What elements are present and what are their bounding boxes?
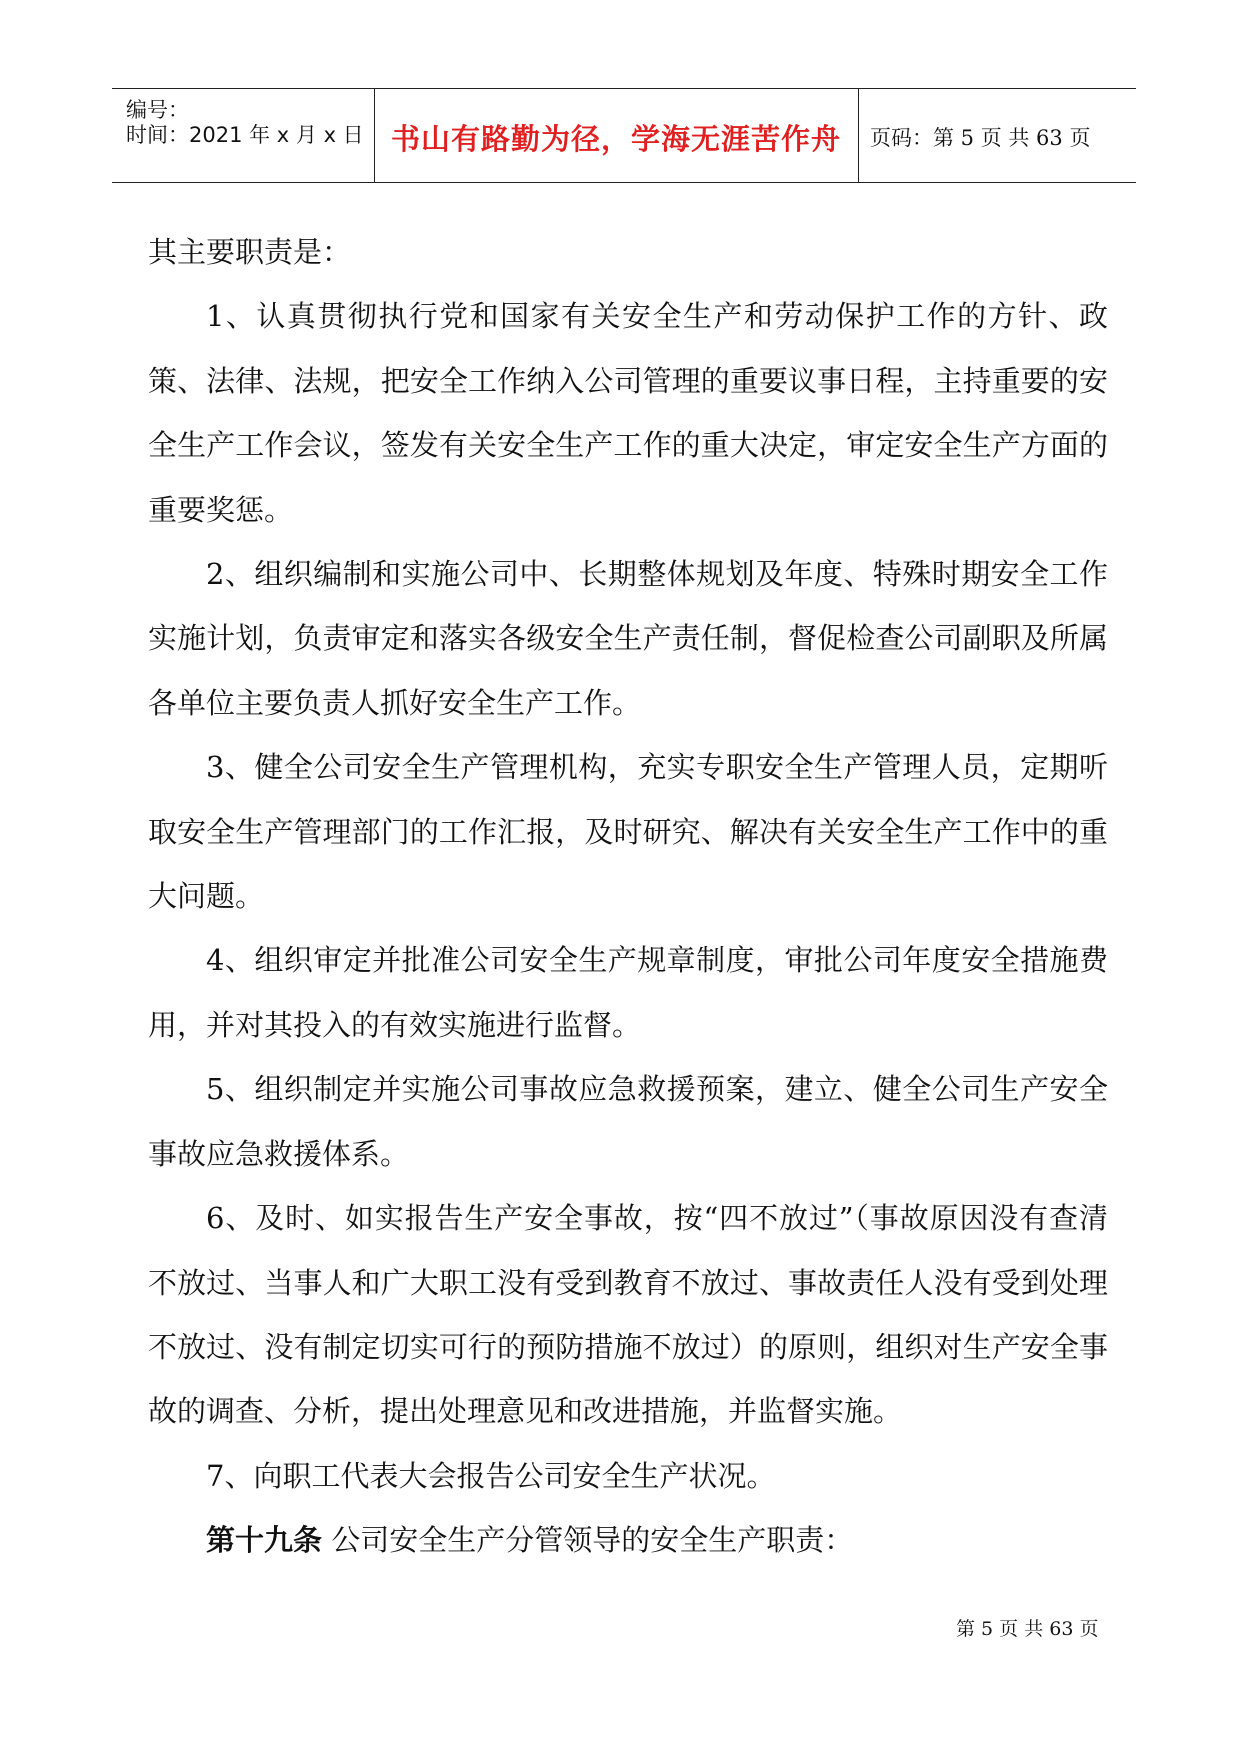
duty-item-1: 1、认真贯彻执行党和国家有关安全生产和劳动保护工作的方针、政策、法律、法规，把安全工作纳入公司管理的重要议事日程，主持重要的安全生产工作会议，签发有关安全生产工作的重大决定，审定安全生产方面的重要奖惩。 (148, 299, 1108, 527)
document-time-label: 时间：2021 年 x 月 x 日 (126, 123, 364, 147)
header-motto: 书山有路勤为径，学海无涯苦作舟 (390, 122, 841, 156)
document-body (148, 220, 1108, 1573)
duties-intro: 其主要职责是： (148, 235, 352, 269)
page-header (112, 88, 1136, 183)
header-meta-cell (112, 89, 375, 182)
article-19 (148, 1508, 1108, 1572)
article-title: 公司安全生产分管领导的安全生产职责： (331, 1523, 854, 1558)
page-footer: 第 5 页 共 63 页 (956, 1618, 1099, 1640)
document-number-label: 编号： (126, 98, 189, 122)
duty-item-6: 6、及时、如实报告生产安全事故，按“四不放过”（事故原因没有查清不放过、当事人和广大职工没有受到教育不放过、事故责任人没有受到处理不放过、没有制定切实可行的预防措施不放过）的原则，组织对生产安全事故的调查、分析，提出处理意见和改进措施，并监督实施。 (148, 1201, 1108, 1429)
duty-item-4: 4、组织审定并批准公司安全生产规章制度，审批公司年度安全措施费用，并对其投入的有效实施进行监督。 (148, 943, 1108, 1042)
article-number: 第十九条 (206, 1523, 323, 1558)
duty-item-3: 3、健全公司安全生产管理机构，充实专职安全生产管理人员，定期听取安全生产管理部门的工作汇报，及时研究、解决有关安全生产工作中的重大问题。 (148, 750, 1108, 914)
duty-item-2: 2、组织编制和实施公司中、长期整体规划及年度、特殊时期安全工作实施计划，负责审定和落实各级安全生产责任制，督促检查公司副职及所属各单位主要负责人抓好安全生产工作。 (148, 557, 1108, 720)
header-page-info: 页码：第 5 页 共 63 页 (870, 126, 1091, 150)
header-motto-cell (374, 89, 859, 182)
duty-item-5: 5、组织制定并实施公司事故应急救援预案，建立、健全公司生产安全事故应急救援体系。 (148, 1072, 1108, 1171)
duty-item-7: 7、向职工代表大会报告公司安全生产状况。 (206, 1458, 776, 1493)
header-page-cell (858, 89, 1136, 182)
